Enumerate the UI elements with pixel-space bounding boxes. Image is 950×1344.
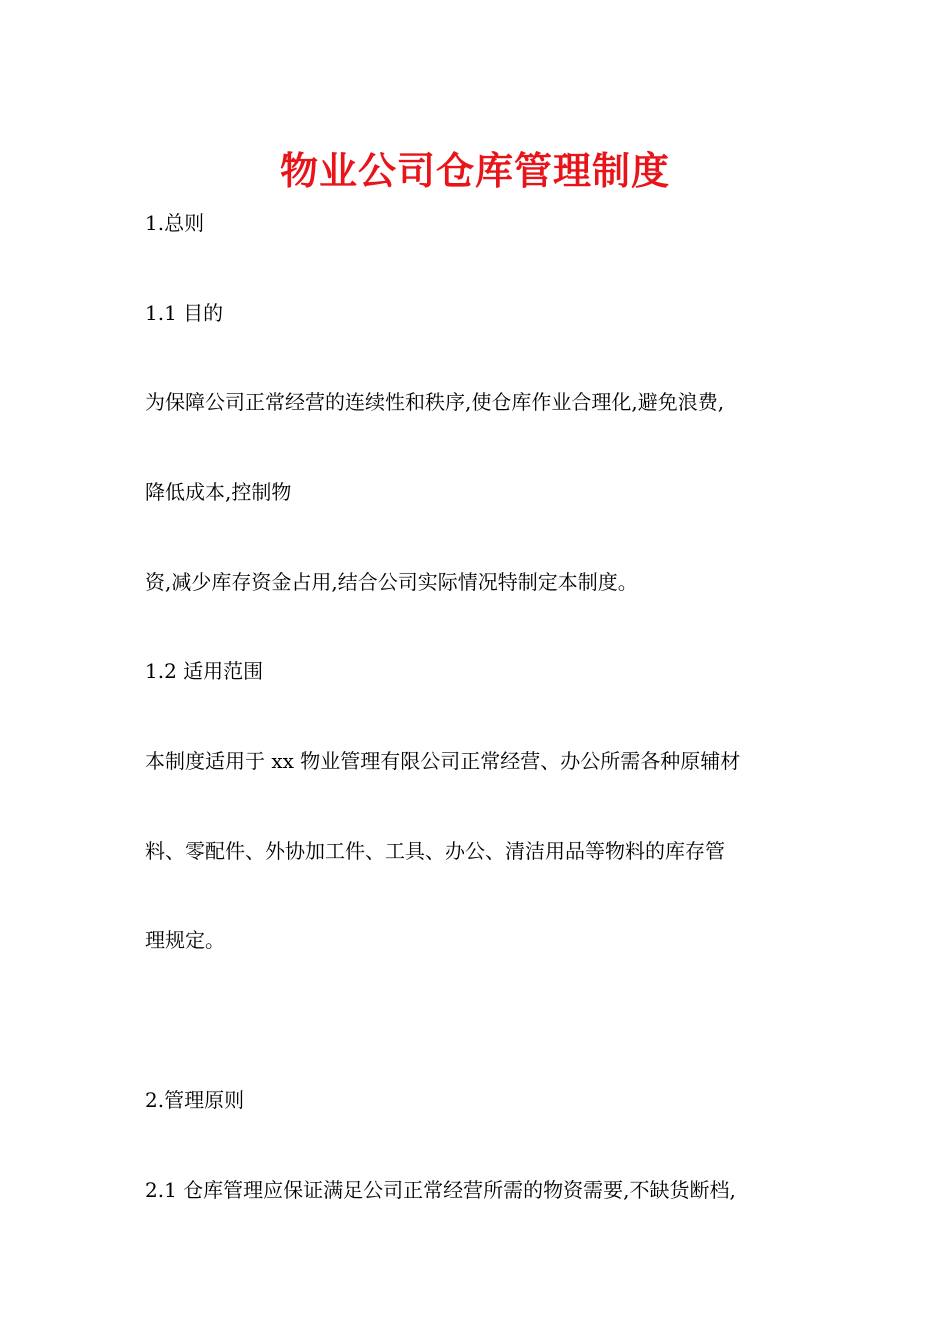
paragraph-line: 资,减少库存资金占用,结合公司实际情况特制定本制度。: [145, 570, 638, 594]
paragraph-line: 降低成本,控制物: [145, 480, 292, 504]
section-heading-principles: 2.管理原则: [145, 1088, 245, 1112]
paragraph-line: 本制度适用于 xx 物业管理有限公司正常经营、办公所需各种原辅材: [145, 749, 741, 773]
subsection-heading-purpose: 1.1 目的: [145, 301, 224, 325]
paragraph-line: 理规定。: [145, 928, 225, 952]
section-heading-general: 1.总则: [145, 211, 205, 235]
document-title: 物业公司仓库管理制度: [279, 148, 670, 193]
paragraph-line: 为保障公司正常经营的连续性和秩序,使仓库作业合理化,避免浪费,: [145, 390, 725, 414]
subsection-heading-scope: 1.2 适用范围: [145, 659, 264, 683]
paragraph-line: 2.1 仓库管理应保证满足公司正常经营所需的物资需要,不缺货断档,: [145, 1178, 736, 1202]
paragraph-line: 料、零配件、外协加工件、工具、办公、清洁用品等物料的库存管: [145, 839, 725, 863]
